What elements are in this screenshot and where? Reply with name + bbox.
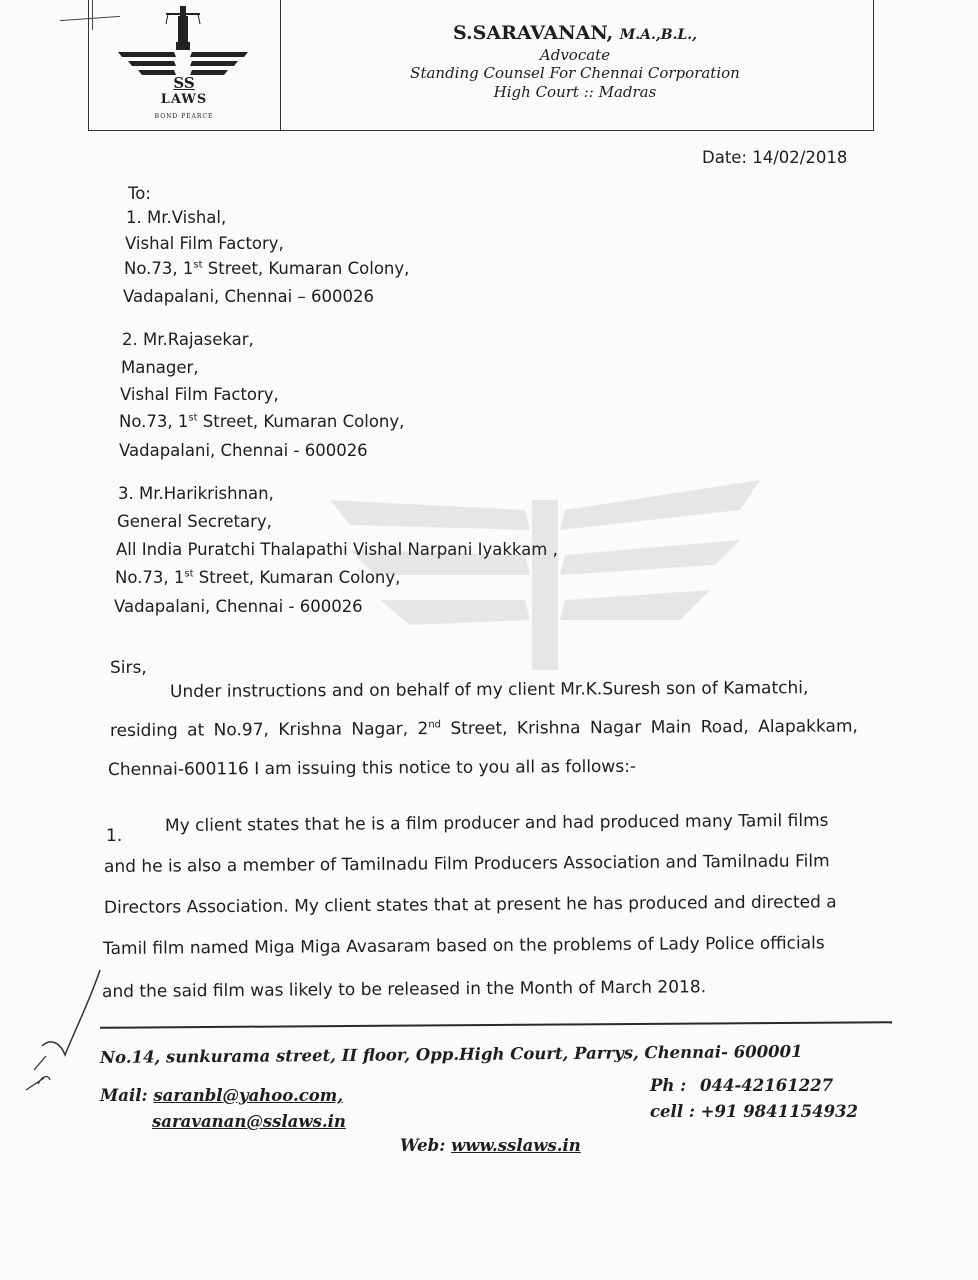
recipient-2-line: Manager, xyxy=(121,358,199,377)
recipient-3-city: Vadapalani, Chennai - 600026 xyxy=(114,597,363,616)
recipient-3-name: 3. Mr.Harikrishnan, xyxy=(118,484,274,503)
recipient-2-line: Vishal Film Factory, xyxy=(120,385,279,404)
cell-number: +91 9841154932 xyxy=(700,1102,859,1121)
advocate-position: Standing Counsel For Chennai Corporation xyxy=(410,64,740,82)
mail-link-1[interactable]: saranbl@yahoo.com, xyxy=(153,1086,344,1105)
recipient-3-address: No.73, 1st Street, Kumaran Colony, xyxy=(115,568,401,587)
phone-label: Ph : xyxy=(650,1076,687,1095)
recipient-2-address: No.73, 1st Street, Kumaran Colony, xyxy=(119,412,405,431)
web-link[interactable]: www.sslaws.in xyxy=(451,1136,581,1155)
advocate-name xyxy=(330,22,820,44)
recipient-2-city: Vadapalani, Chennai - 600026 xyxy=(119,441,368,460)
para-1-line-2: and he is also a member of Tamilnadu Film Producers Association and Tamilnadu Film xyxy=(103,851,830,877)
salutation: Sirs, xyxy=(110,658,147,678)
footer-mail xyxy=(100,1086,343,1105)
footer-rule xyxy=(100,1021,892,1029)
footer-cell xyxy=(650,1102,858,1121)
footer-mail-2 xyxy=(152,1112,346,1131)
intro-line-1: Under instructions and on behalf of my client Mr.K.Suresh son of Kamatchi, xyxy=(169,678,809,702)
web-label: Web: xyxy=(400,1136,446,1155)
advocate-degree: M.A.,B.L., xyxy=(619,27,698,43)
footer-address: No.14, sunkurama street, II floor, Opp.High Court, Parrys, Chennai- 600001 xyxy=(99,1041,803,1067)
para-1-line-3: Directors Association. My client states that at present he has produced and directed a xyxy=(103,892,837,918)
para-1-line-1: My client states that he is a film producer and had produced many Tamil films xyxy=(164,810,829,836)
para-1-line-4: Tamil film named Miga Miga Avasaram based on the problems of Lady Police officials xyxy=(102,933,825,959)
recipient-1-address: No.73, 1st Street, Kumaran Colony, xyxy=(124,259,410,278)
advocate-name-text: S.SARAVANAN, xyxy=(452,22,614,44)
intro-line-2: residing at No.97, Krishna Nagar, 2nd Street, Krishna Nagar Main Road, Alapakkam, xyxy=(109,716,858,741)
recipient-1-name: 1. Mr.Vishal, xyxy=(126,208,227,227)
advocate-title: Advocate xyxy=(539,46,611,64)
footer-phone xyxy=(650,1076,833,1095)
letter-date: Date: 14/02/2018 xyxy=(702,148,848,167)
mail-label: Mail: xyxy=(100,1086,148,1105)
recipient-1-city: Vadapalani, Chennai – 600026 xyxy=(123,287,374,306)
recipient-2-name: 2. Mr.Rajasekar, xyxy=(122,330,254,349)
logo-word: LAWS xyxy=(160,92,208,107)
advocate-court: High Court :: Madras xyxy=(493,83,657,101)
recipient-1-line: Vishal Film Factory, xyxy=(125,234,284,253)
logo-tagline: BOND PEARCE xyxy=(154,113,214,120)
para-1-number: 1. xyxy=(106,826,123,846)
footer-web xyxy=(400,1136,581,1155)
phone-number: 044-42161227 xyxy=(700,1076,834,1095)
intro-line-3: Chennai-600116 I am issuing this notice to you all as follows:- xyxy=(107,756,637,780)
recipient-3-line: All India Puratchi Thalapathi Vishal Narpani Iyakkam , xyxy=(116,540,558,559)
mail-link-2[interactable]: saravanan@sslaws.in xyxy=(152,1112,346,1131)
recipient-3-line: General Secretary, xyxy=(117,512,272,531)
initials-signature-icon xyxy=(20,960,110,1100)
to-label: To: xyxy=(128,184,151,203)
letterhead-divider xyxy=(280,0,281,130)
logo-mark: SS xyxy=(173,74,195,92)
cell-label: cell : xyxy=(650,1102,695,1121)
para-1-line-5: and the said film was likely to be released in the Month of March 2018. xyxy=(101,977,707,1002)
